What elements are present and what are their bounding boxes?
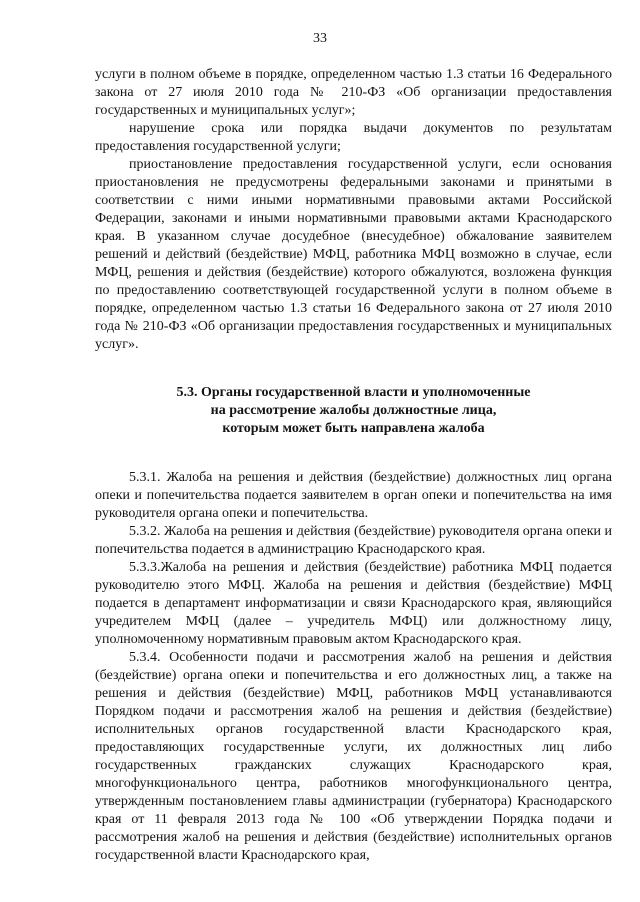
paragraph-5-3-4: 5.3.4. Особенности подачи и рассмотрения жалоб на решения и действия (бездействие) органа опеки и попечительства и его должностных лиц, а также на решения и действия (бездействие) МФЦ, работников МФЦ устанавливаются Порядком подачи и рассмотрения жалоб на решения и действия (бездействие) исполнительных органов государственной власти Краснодарского края, предоставляющих государственные услуги, их должностных лиц либо государственных гражданских служащих Краснодарского края, многофункционального центра, работников многофункционального центра, утвержденным постановлением главы администрации (губернатора) Краснодарского края от 11 февраля 2013 года № 100 «Об утверждении Порядка подачи и рассмотрения жалоб на решения и действия (бездействие) исполнительных органов государственной власти Краснодарского края, <box>95 650 612 863</box>
body-text <box>95 66 612 865</box>
heading-line-3: которым может быть направлена жалоба <box>222 421 485 436</box>
section-heading <box>95 384 612 438</box>
paragraph-5-3-2: 5.3.2. Жалоба на решения и действия (бездействие) руководителя органа опеки и попечительства подается в администрацию Краснодарского края. <box>95 524 612 557</box>
paragraph-continuation: услуги в полном объеме в порядке, определенном частью 1.3 статьи 16 Федерального закона от 27 июля 2010 года № 210-ФЗ «Об организации предоставления государственных и муниципальных услуг»; <box>95 67 612 118</box>
heading-line-1: 5.3. Органы государственной власти и уполномоченные <box>176 385 531 400</box>
paragraph-5-3-3: 5.3.3.Жалоба на решения и действия (бездействие) работника МФЦ подается руководителю этого МФЦ. Жалоба на решения и действия (бездействие) МФЦ подается в департамент информатизации и связи Краснодарского края, являющийся учредителем МФЦ (далее – учредитель МФЦ) или должностному лицу, уполномоченному нормативным правовым актом Краснодарского края. <box>95 560 612 647</box>
paragraph-5-3-1: 5.3.1. Жалоба на решения и действия (бездействие) должностных лиц органа опеки и попечительства подается заявителем в орган опеки и попечительства на имя руководителя органа опеки и попечительства. <box>95 470 612 521</box>
heading-line-2: на рассмотрение жалобы должностные лица, <box>210 403 497 418</box>
page-number: 33 <box>313 31 327 46</box>
paragraph-suspension: приостановление предоставления государственной услуги, если основания приостановления не предусмотрены федеральными законами и принятыми в соответствии с ними иными нормативными правовыми актами Российской Федерации, законами и иными нормативными правовыми актами Краснодарского края. В указанном случае досудебное (внесудебное) обжалование заявителем решений и действий (бездействие) МФЦ, работника МФЦ возможно в случае, если МФЦ, решения и действия (бездействие) которого обжалуются, возложена функция по предоставлению соответствующей государственной услуги в полном объеме в порядке, определенном частью 1.3 статьи 16 Федерального закона от 27 июля 2010 года № 210-ФЗ «Об организации предоставления государственных и муниципальных услуг». <box>95 157 612 352</box>
paragraph-deadline-violation: нарушение срока или порядка выдачи документов по результатам предоставления государственной услуги; <box>95 121 612 154</box>
